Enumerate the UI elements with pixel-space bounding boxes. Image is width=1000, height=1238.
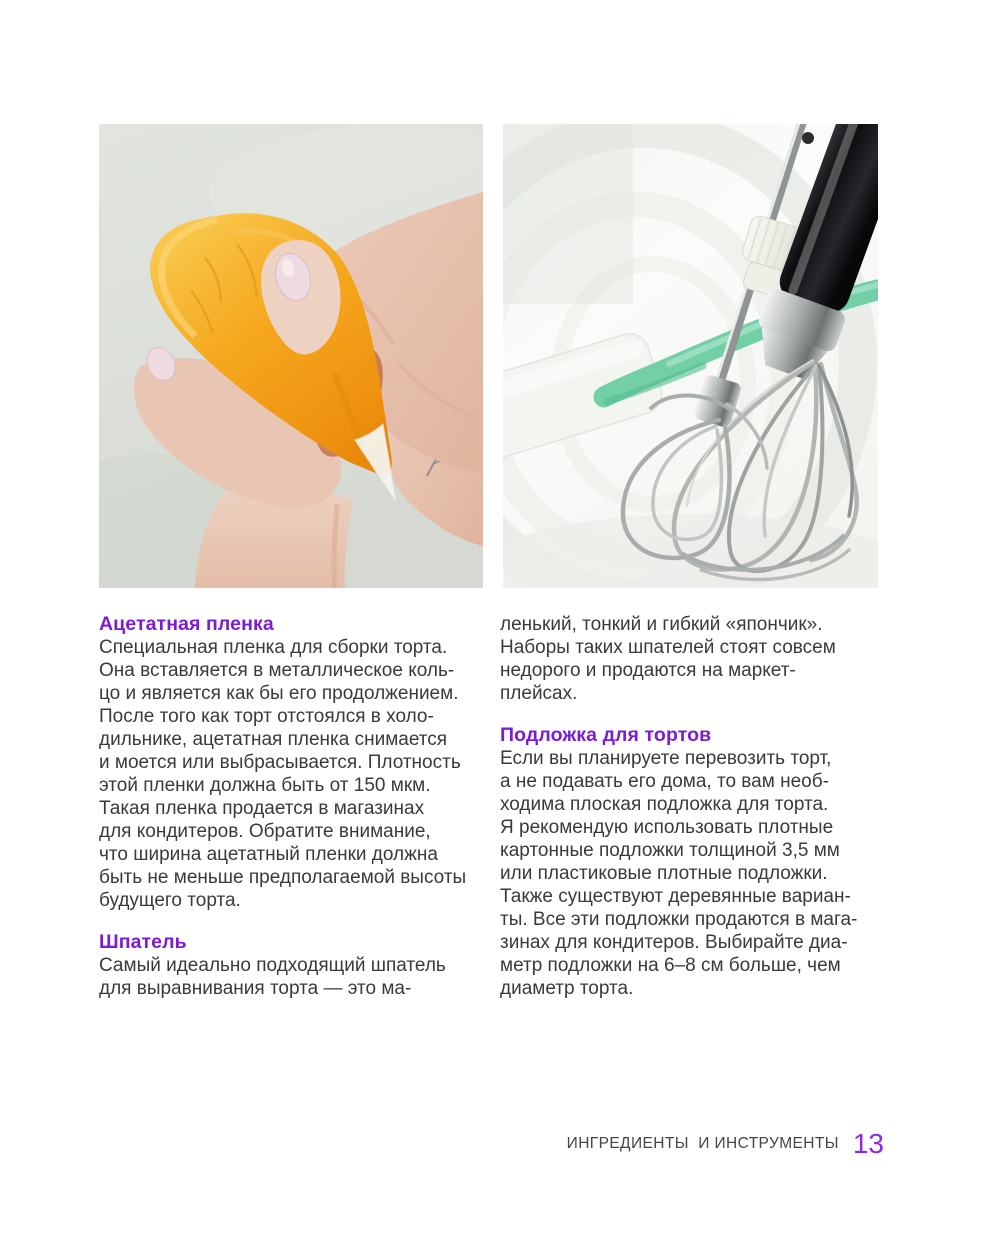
paragraph-spatula	[99, 954, 500, 1000]
text-line: плейсах.	[500, 683, 578, 704]
text-line: дильнике, ацетатная пленка снимается	[99, 729, 448, 750]
text-line: а не подавать его дома, то вам необ-	[500, 771, 829, 792]
text-line: Я рекомендую использовать плотные	[500, 817, 834, 838]
page-number: 13	[852, 1128, 884, 1159]
left-column	[99, 613, 500, 1000]
whisk-illustration	[503, 124, 878, 588]
text-line: Специальная пленка для сборки торта.	[99, 637, 448, 658]
text-line: цо и является как бы его продолжением.	[99, 683, 459, 704]
text-line: ходима плоская подложка для торта.	[500, 794, 829, 815]
text-line: быть не меньше предполагаемой высоты	[99, 867, 467, 888]
text-line: метр подложки на 6–8 см больше, чем	[500, 955, 841, 976]
piping-bag-illustration	[99, 124, 483, 588]
text-line: После того как торт отстоялся в холо-	[99, 706, 434, 727]
footer-section-title: ИНГРЕДИЕНТЫ И ИНСТРУМЕНТЫ	[566, 1135, 839, 1152]
text-line: недорого и продаются на маркет-	[500, 660, 796, 681]
green-tint	[503, 124, 633, 304]
text-line: диаметр торта.	[500, 978, 634, 999]
shaft-pin	[802, 132, 814, 144]
text-line: ты. Все эти подложки продаются в мага-	[500, 909, 858, 930]
text-line: Если вы планируете перевозить торт,	[500, 748, 832, 769]
page-footer	[567, 1130, 884, 1158]
paragraph-acetate-film	[99, 636, 500, 912]
text-line: и моется или выбрасывается. Плотность	[99, 752, 461, 773]
whisk-spatula-photo	[503, 124, 878, 588]
text-line: Наборы таких шпателей стоят совсем	[500, 637, 836, 658]
text-line: зинах для кондитеров. Выбирайте диа-	[500, 932, 848, 953]
paragraph-cake-board	[500, 747, 892, 1000]
text-columns	[99, 613, 892, 1000]
paragraph-spatula-continued	[500, 613, 892, 705]
text-line: Также существуют деревянные вариан-	[500, 886, 851, 907]
text-line: для кондитеров. Обратите внимание,	[99, 821, 431, 842]
text-line: картонные подложки толщиной 3,5 мм	[500, 840, 840, 861]
text-line: Она вставляется в металлическое коль-	[99, 660, 455, 681]
photo-row	[99, 124, 878, 588]
text-line: ленький, тонкий и гибкий «япончик».	[500, 614, 823, 635]
heading-cake-board: Подложка для тортов	[500, 724, 712, 746]
text-line: этой пленки должна быть от 150 мкм.	[99, 775, 431, 796]
text-line: Самый идеально подходящий шпатель	[99, 955, 446, 976]
text-line: будущего торта.	[99, 890, 241, 911]
text-line: для выравнивания торта — это ма-	[99, 978, 412, 999]
heading-acetate-film: Ацетатная пленка	[99, 613, 274, 635]
text-line: Такая пленка продается в магазинах	[99, 798, 425, 819]
text-line: что ширина ацетатный пленки должна	[99, 844, 438, 865]
forearm-shadow-line	[334, 504, 337, 588]
text-line: или пластиковые плотные подложки.	[500, 863, 828, 884]
right-column	[500, 613, 892, 1000]
heading-spatula: Шпатель	[99, 931, 187, 953]
piping-bag-photo	[99, 124, 483, 588]
